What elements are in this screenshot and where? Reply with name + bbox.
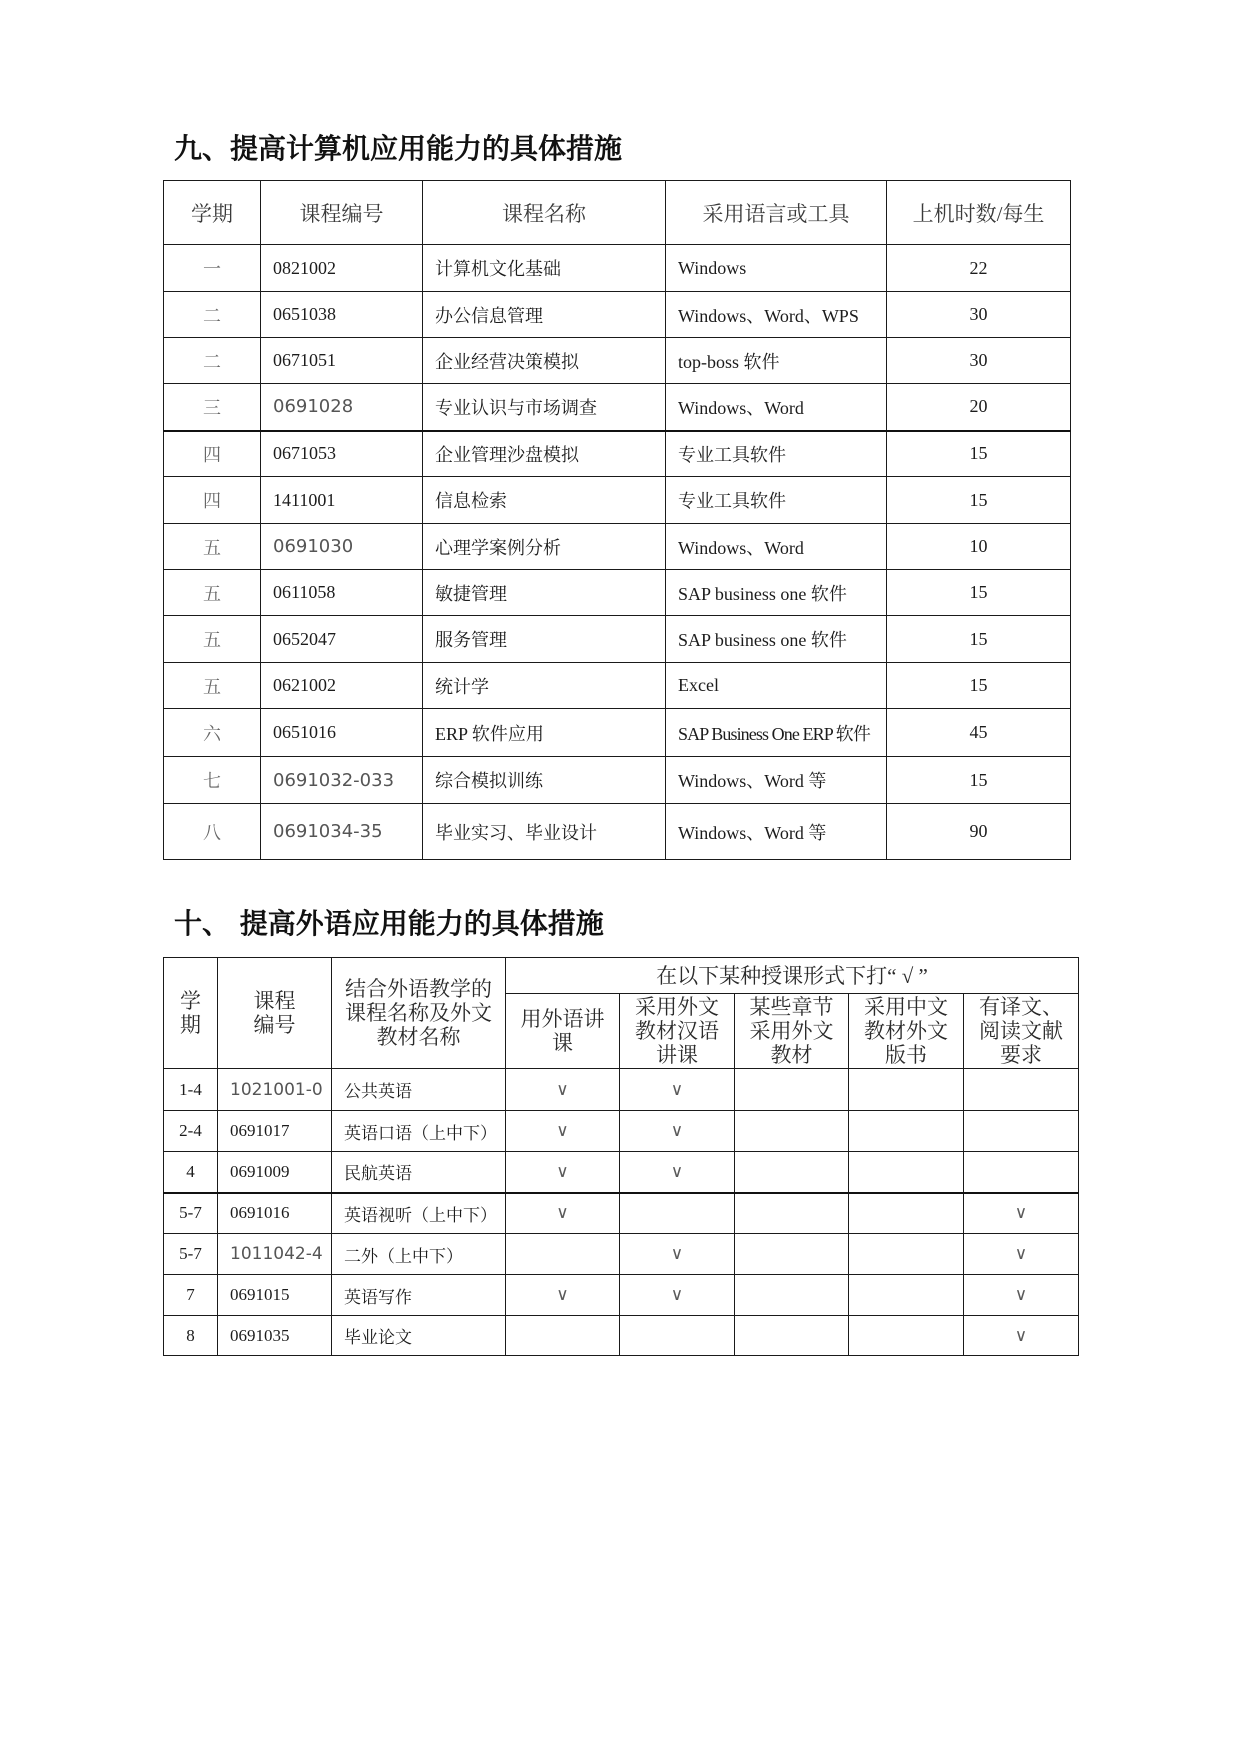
semester-cell: 一 [164, 245, 261, 292]
table-row [164, 1234, 1079, 1275]
semester-cell: 四 [164, 431, 261, 477]
course-code-cell: 0691015 [218, 1275, 332, 1316]
table-row [164, 245, 1071, 292]
foreign-language-lecture-check: ∨ [506, 1152, 620, 1193]
reading-requirement-check: ∨ [964, 1275, 1079, 1316]
foreign-edition-check [849, 1069, 964, 1111]
column-header-reading-requirement: 有译文、阅读文献要求 [964, 994, 1079, 1069]
semester-cell: 1-4 [164, 1069, 218, 1111]
tool-cell: Windows、Word [666, 524, 887, 570]
column-header-hours: 上机时数/每生 [887, 181, 1071, 245]
foreign-edition-check [849, 1234, 964, 1275]
semester-cell: 四 [164, 477, 261, 524]
semester-cell: 2-4 [164, 1111, 218, 1152]
foreign-chapters-check [735, 1234, 849, 1275]
hours-cell: 30 [887, 338, 1071, 384]
table-row [164, 431, 1071, 477]
foreign-edition-check [849, 1152, 964, 1193]
semester-cell: 七 [164, 757, 261, 804]
hours-cell: 90 [887, 804, 1071, 860]
tool-cell: Excel [666, 663, 887, 709]
reading-requirement-check [964, 1069, 1079, 1111]
course-code-cell: 0651016 [261, 709, 423, 757]
course-name-cell: ERP 软件应用 [423, 709, 666, 757]
hours-cell: 15 [887, 477, 1071, 524]
course-code-cell: 0671051 [261, 338, 423, 384]
hours-cell: 15 [887, 757, 1071, 804]
course-code-cell: 1411001 [261, 477, 423, 524]
course-code-cell: 0691035 [218, 1316, 332, 1356]
column-header-course-code [218, 958, 332, 1069]
foreign-textbook-chinese-lecture-check: ∨ [620, 1152, 735, 1193]
course-code-cell: 0691030 [261, 524, 423, 570]
foreign-language-lecture-check: ∨ [506, 1275, 620, 1316]
foreign-chapters-check [735, 1111, 849, 1152]
semester-cell: 五 [164, 616, 261, 663]
semester-cell: 二 [164, 292, 261, 338]
table-row [164, 338, 1071, 384]
hours-cell: 15 [887, 663, 1071, 709]
course-name-cell: 敏捷管理 [423, 570, 666, 616]
course-code-cell: 1021001-0 [218, 1069, 332, 1111]
table-row [164, 524, 1071, 570]
column-header-semester [164, 958, 218, 1069]
foreign-language-lecture-check [506, 1234, 620, 1275]
column-header-semester-label: 学期 [180, 989, 201, 1037]
tool-cell: Windows、Word 等 [666, 757, 887, 804]
foreign-edition-check [849, 1193, 964, 1234]
hours-cell: 20 [887, 384, 1071, 431]
hours-cell: 15 [887, 431, 1071, 477]
hours-cell: 45 [887, 709, 1071, 757]
course-code-cell: 1011042-4 [218, 1234, 332, 1275]
foreign-chapters-check [735, 1316, 849, 1356]
semester-cell: 五 [164, 663, 261, 709]
course-code-cell: 0691017 [218, 1111, 332, 1152]
table-row [164, 1152, 1079, 1193]
course-name-cell: 统计学 [423, 663, 666, 709]
reading-requirement-check [964, 1152, 1079, 1193]
course-name-cell: 专业认识与市场调查 [423, 384, 666, 431]
table-row [164, 1111, 1079, 1152]
column-header-course-code: 课程编号 [261, 181, 423, 245]
column-header-course-code-label: 课程编号 [253, 989, 296, 1037]
tool-cell: 专业工具软件 [666, 431, 887, 477]
column-header-tool: 采用语言或工具 [666, 181, 887, 245]
course-name-cell: 计算机文化基础 [423, 245, 666, 292]
computer-measures-table [163, 180, 1071, 860]
course-name-cell: 企业经营决策模拟 [423, 338, 666, 384]
foreign-chapters-check [735, 1275, 849, 1316]
column-header-foreign-language-lecture: 用外语讲课 [506, 994, 620, 1069]
course-code-cell: 0821002 [261, 245, 423, 292]
course-name-cell: 民航英语 [332, 1152, 506, 1193]
tool-cell: SAP Business One ERP 软件 [666, 709, 887, 757]
table-header-row [164, 958, 1079, 994]
course-name-cell: 综合模拟训练 [423, 757, 666, 804]
foreign-textbook-chinese-lecture-check: ∨ [620, 1069, 735, 1111]
foreign-edition-check [849, 1275, 964, 1316]
table-row [164, 1316, 1079, 1356]
course-name-cell: 办公信息管理 [423, 292, 666, 338]
semester-cell: 八 [164, 804, 261, 860]
column-header-foreign-chapters: 某些章节采用外文教材 [735, 994, 849, 1069]
table-row [164, 663, 1071, 709]
course-name-cell: 英语口语（上中下） [332, 1111, 506, 1152]
column-group-header-teaching-mode: 在以下某种授课形式下打“ √ ” [506, 958, 1079, 994]
tool-cell: Windows [666, 245, 887, 292]
tool-cell: Windows、Word [666, 384, 887, 431]
hours-cell: 15 [887, 616, 1071, 663]
foreign-language-lecture-check: ∨ [506, 1111, 620, 1152]
foreign-chapters-check [735, 1193, 849, 1234]
column-header-course-name-label: 结合外语教学的课程名称及外文教材名称 [345, 977, 492, 1049]
course-code-cell: 0691028 [261, 384, 423, 431]
column-header-foreign-textbook-chinese-lecture: 采用外文教材汉语讲课 [620, 994, 735, 1069]
foreign-chapters-check [735, 1152, 849, 1193]
tool-cell: 专业工具软件 [666, 477, 887, 524]
table-row [164, 804, 1071, 860]
foreign-textbook-chinese-lecture-check: ∨ [620, 1275, 735, 1316]
tool-cell: SAP business one 软件 [666, 616, 887, 663]
semester-cell: 8 [164, 1316, 218, 1356]
table-row [164, 709, 1071, 757]
hours-cell: 10 [887, 524, 1071, 570]
table-row [164, 1275, 1079, 1316]
semester-cell: 5-7 [164, 1234, 218, 1275]
course-code-cell: 0652047 [261, 616, 423, 663]
semester-cell: 4 [164, 1152, 218, 1193]
course-name-cell: 毕业论文 [332, 1316, 506, 1356]
course-name-cell: 英语视听（上中下） [332, 1193, 506, 1234]
semester-cell: 五 [164, 570, 261, 616]
course-code-cell: 0691034-35 [261, 804, 423, 860]
table-row [164, 757, 1071, 804]
semester-cell: 5-7 [164, 1193, 218, 1234]
table-row [164, 570, 1071, 616]
course-name-cell: 心理学案例分析 [423, 524, 666, 570]
foreign-textbook-chinese-lecture-check [620, 1316, 735, 1356]
course-code-cell: 0691009 [218, 1152, 332, 1193]
foreign-textbook-chinese-lecture-check: ∨ [620, 1111, 735, 1152]
course-code-cell: 0651038 [261, 292, 423, 338]
hours-cell: 22 [887, 245, 1071, 292]
foreign-textbook-chinese-lecture-check [620, 1193, 735, 1234]
course-code-cell: 0621002 [261, 663, 423, 709]
course-name-cell: 信息检索 [423, 477, 666, 524]
section-heading-computer: 九、提高计算机应用能力的具体措施 [174, 132, 623, 165]
section-heading-foreign-language: 十、 提高外语应用能力的具体措施 [174, 907, 604, 940]
course-name-cell: 公共英语 [332, 1069, 506, 1111]
course-code-cell: 0611058 [261, 570, 423, 616]
course-name-cell: 二外（上中下） [332, 1234, 506, 1275]
semester-cell: 三 [164, 384, 261, 431]
table-row [164, 1193, 1079, 1234]
column-header-course-name: 课程名称 [423, 181, 666, 245]
foreign-language-lecture-check: ∨ [506, 1069, 620, 1111]
foreign-language-lecture-check: ∨ [506, 1193, 620, 1234]
tool-cell: top-boss 软件 [666, 338, 887, 384]
reading-requirement-check: ∨ [964, 1234, 1079, 1275]
table-row [164, 616, 1071, 663]
table-row [164, 477, 1071, 524]
tool-cell: Windows、Word、WPS [666, 292, 887, 338]
course-name-cell: 毕业实习、毕业设计 [423, 804, 666, 860]
course-code-cell: 0691032-033 [261, 757, 423, 804]
course-name-cell: 英语写作 [332, 1275, 506, 1316]
tool-cell: SAP business one 软件 [666, 570, 887, 616]
semester-cell: 五 [164, 524, 261, 570]
foreign-language-measures-table [163, 957, 1079, 1356]
table-row [164, 384, 1071, 431]
reading-requirement-check: ∨ [964, 1193, 1079, 1234]
column-header-course-name [332, 958, 506, 1069]
semester-cell: 六 [164, 709, 261, 757]
semester-cell: 二 [164, 338, 261, 384]
foreign-edition-check [849, 1111, 964, 1152]
table-row [164, 292, 1071, 338]
course-name-cell: 服务管理 [423, 616, 666, 663]
foreign-textbook-chinese-lecture-check: ∨ [620, 1234, 735, 1275]
hours-cell: 15 [887, 570, 1071, 616]
column-header-foreign-edition: 采用中文教材外文版书 [849, 994, 964, 1069]
course-code-cell: 0671053 [261, 431, 423, 477]
table-row [164, 1069, 1079, 1111]
tool-cell: Windows、Word 等 [666, 804, 887, 860]
semester-cell: 7 [164, 1275, 218, 1316]
foreign-edition-check [849, 1316, 964, 1356]
table-header-row [164, 181, 1071, 245]
foreign-chapters-check [735, 1069, 849, 1111]
column-header-semester: 学期 [164, 181, 261, 245]
hours-cell: 30 [887, 292, 1071, 338]
reading-requirement-check [964, 1111, 1079, 1152]
foreign-language-lecture-check [506, 1316, 620, 1356]
reading-requirement-check: ∨ [964, 1316, 1079, 1356]
course-code-cell: 0691016 [218, 1193, 332, 1234]
course-name-cell: 企业管理沙盘模拟 [423, 431, 666, 477]
